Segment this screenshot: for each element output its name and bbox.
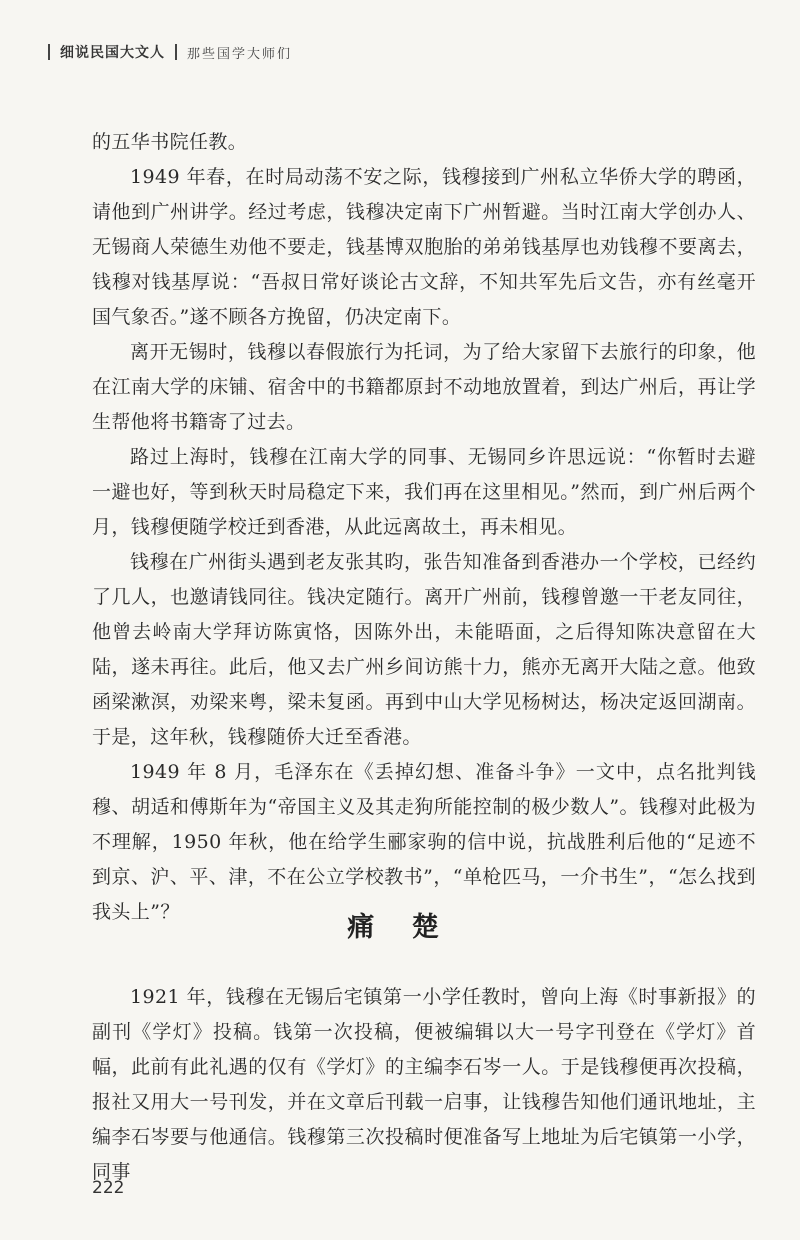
chapter-title: 那些国学大师们 xyxy=(187,46,293,62)
paragraph: 钱穆在广州街头遇到老友张其昀，张告知准备到香港办一个学校，已经约了几人，也邀请钱同往。钱决定随行。离开广州前，钱穆曾邀一干老友同往，他曾去岭南大学拜访陈寅恪，因陈外出，未能晤面，之后得知陈决意留在大陆，遂未再往。此后，他又去广州乡间访熊十力，熊亦无离开大陆之意。他致函梁漱溟，劝梁来粤，梁未复函。再到中山大学见杨树达，杨决定返回湖南。于是，这年秋，钱穆随侨大迁至香港。 xyxy=(92,551,756,748)
section-heading: 痛 楚 xyxy=(347,912,453,943)
paragraph: 1921 年，钱穆在无锡后宅镇第一小学任教时，曾向上海《时事新报》的副刊《学灯》投稿。钱第一次投稿，便被编辑以大一号字刊登在《学灯》首幅，此前有此礼遇的仅有《学灯》的主编李石岑一人。于是钱穆便再次投稿，报社又用大一号刊发，并在文章后刊载一启事，让钱穆告知他们通讯地址，主编李石岑要与他通信。钱穆第三次投稿时便准备写上地址为后宅镇第一小学，同事 xyxy=(92,986,756,1183)
running-header xyxy=(48,40,748,64)
paragraph: 路过上海时，钱穆在江南大学的同事、无锡同乡许思远说：“你暂时去避一避也好，等到秋天时局稳定下来，我们再在这里相见。”然而，到广州后两个月，钱穆便随学校迁到香港，从此远离故土，再未相见。 xyxy=(92,446,756,538)
paragraph: 的五华书院任教。 xyxy=(92,131,248,153)
header-divider xyxy=(48,44,50,60)
main-text xyxy=(92,125,756,930)
header-divider xyxy=(175,44,177,60)
paragraph: 离开无锡时，钱穆以春假旅行为托词，为了给大家留下去旅行的印象，他在江南大学的床铺、宿舍中的书籍都原封不动地放置着，到达广州后，再让学生帮他将书籍寄了过去。 xyxy=(92,341,756,433)
section-text xyxy=(92,980,756,1190)
paragraph: 1949 年春，在时局动荡不安之际，钱穆接到广州私立华侨大学的聘函，请他到广州讲学。经过考虑，钱穆决定南下广州暂避。当时江南大学创办人、无锡商人荣德生劝他不要走，钱基博双胞胎的弟弟钱基厚也劝钱穆不要离去，钱穆对钱基厚说：“吾叔日常好谈论古文辞，不知共军先后文告，亦有丝毫开国气象否。”遂不顾各方挽留，仍决定南下。 xyxy=(92,166,756,328)
page-number: 222 xyxy=(92,1178,125,1198)
paragraph: 1949 年 8 月，毛泽东在《丢掉幻想、准备斗争》一文中，点名批判钱穆、胡适和傅斯年为“帝国主义及其走狗所能控制的极少数人”。钱穆对此极为不理解，1950 年秋，他在给学生郦家驹的信中说，抗战胜利后他的“足迹不到京、沪、平、津，不在公立学校教书”，“单枪匹马，一介书生”，“怎么找到我头上”？ xyxy=(92,761,756,923)
book-title: 细说民国大文人 xyxy=(60,45,165,61)
